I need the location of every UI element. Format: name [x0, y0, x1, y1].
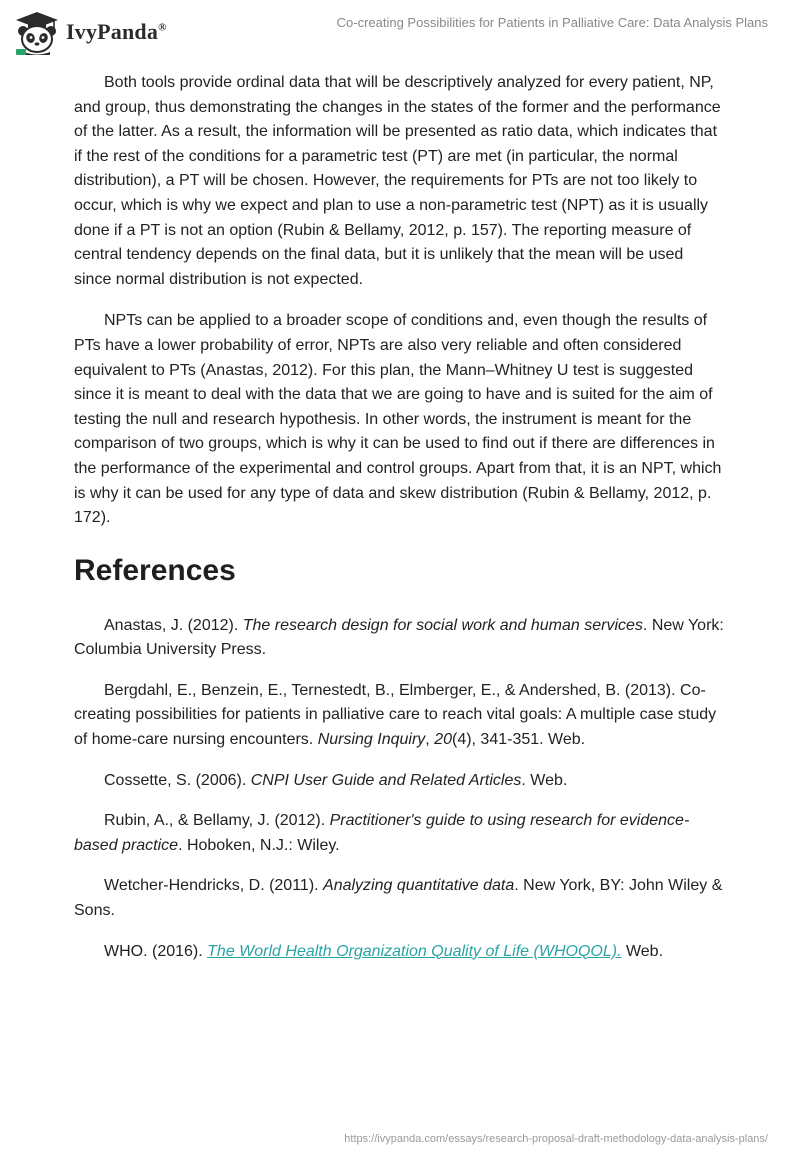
page-header — [0, 0, 800, 66]
document-title: Co-creating Possibilities for Patients in Palliative Care: Data Analysis Plans — [336, 15, 768, 30]
reference-item: Anastas, J. (2012). The research design for social work and human services. New York: Columbia University Press. — [74, 616, 724, 659]
reference-item: WHO. (2016). The World Health Organization Quality of Life (WHOQOL). Web. — [104, 942, 664, 960]
brand-logo[interactable] — [14, 7, 167, 57]
reference-item: Wetcher-Hendricks, D. (2011). Analyzing quantitative data. New York, BY: John Wiley & Sons. — [74, 877, 723, 920]
reference-item: Cossette, S. (2006). CNPI User Guide and Related Articles. Web. — [104, 771, 568, 789]
references-heading: References — [74, 553, 236, 587]
body-paragraph: NPTs can be applied to a broader scope of conditions and, even though the results of PTs have a lower probability of error, NPTs are also very reliable and often considered equivalent to PTs (Anastas, 2012). For this plan, the Mann–Whitney U test is suggested since it is meant to deal with the data that we are going to have and is suited for the aim of testing the null and research hypothesis. In other words, the instrument is meant for the comparison of two groups, which is why it can be used to find out if there are differences in the performance of the experimental and control groups. Apart from that, it is an NPT, which is why it can be used for any type of data and skew distribution (Rubin & Bellamy, 2012, p. 172). — [74, 312, 722, 527]
whoqol-link[interactable]: The World Health Organization Quality of Life (WHOQOL). — [207, 942, 622, 960]
source-url: https://ivypanda.com/essays/research-proposal-draft-methodology-data-analysis-plans/ — [344, 1133, 768, 1145]
reference-item: Bergdahl, E., Benzein, E., Ternestedt, B., Elmberger, E., & Andershed, B. (2013). Co-creating possibilities for patients in palliative care to reach vital goals: A multiple case study of home-care nursing encounters. Nursing Inquiry, 20(4), 341-351. Web. — [74, 681, 717, 749]
reference-item: Rubin, A., & Bellamy, J. (2012). Practitioner's guide to using research for evidence-based practice. Hoboken, N.J.: Wiley. — [74, 812, 690, 854]
body-paragraph: Both tools provide ordinal data that will be descriptively analyzed for every patient, NP, and group, thus demonstrating the changes in the states of the former and the performance of the latter. As a result, the information will be presented as ratio data, which indicates that if the rest of the conditions for a parametric test (PT) are met (in particular, the normal distribution), a PT will be chosen. However, the requirements for PTs are not too likely to occur, which is why we expect and plan to use a non-parametric test (NPT) as it is usually done if a PT is not an option (Rubin & Bellamy, 2012, p. 157). The reporting measure of central tendency depends on the final data, but it is unlikely that the mean will be used since normal distribution is not expected. — [74, 74, 721, 288]
essay-content — [74, 71, 724, 980]
panda-graduate-icon — [14, 9, 60, 55]
brand-name: IvyPanda® — [66, 19, 167, 44]
